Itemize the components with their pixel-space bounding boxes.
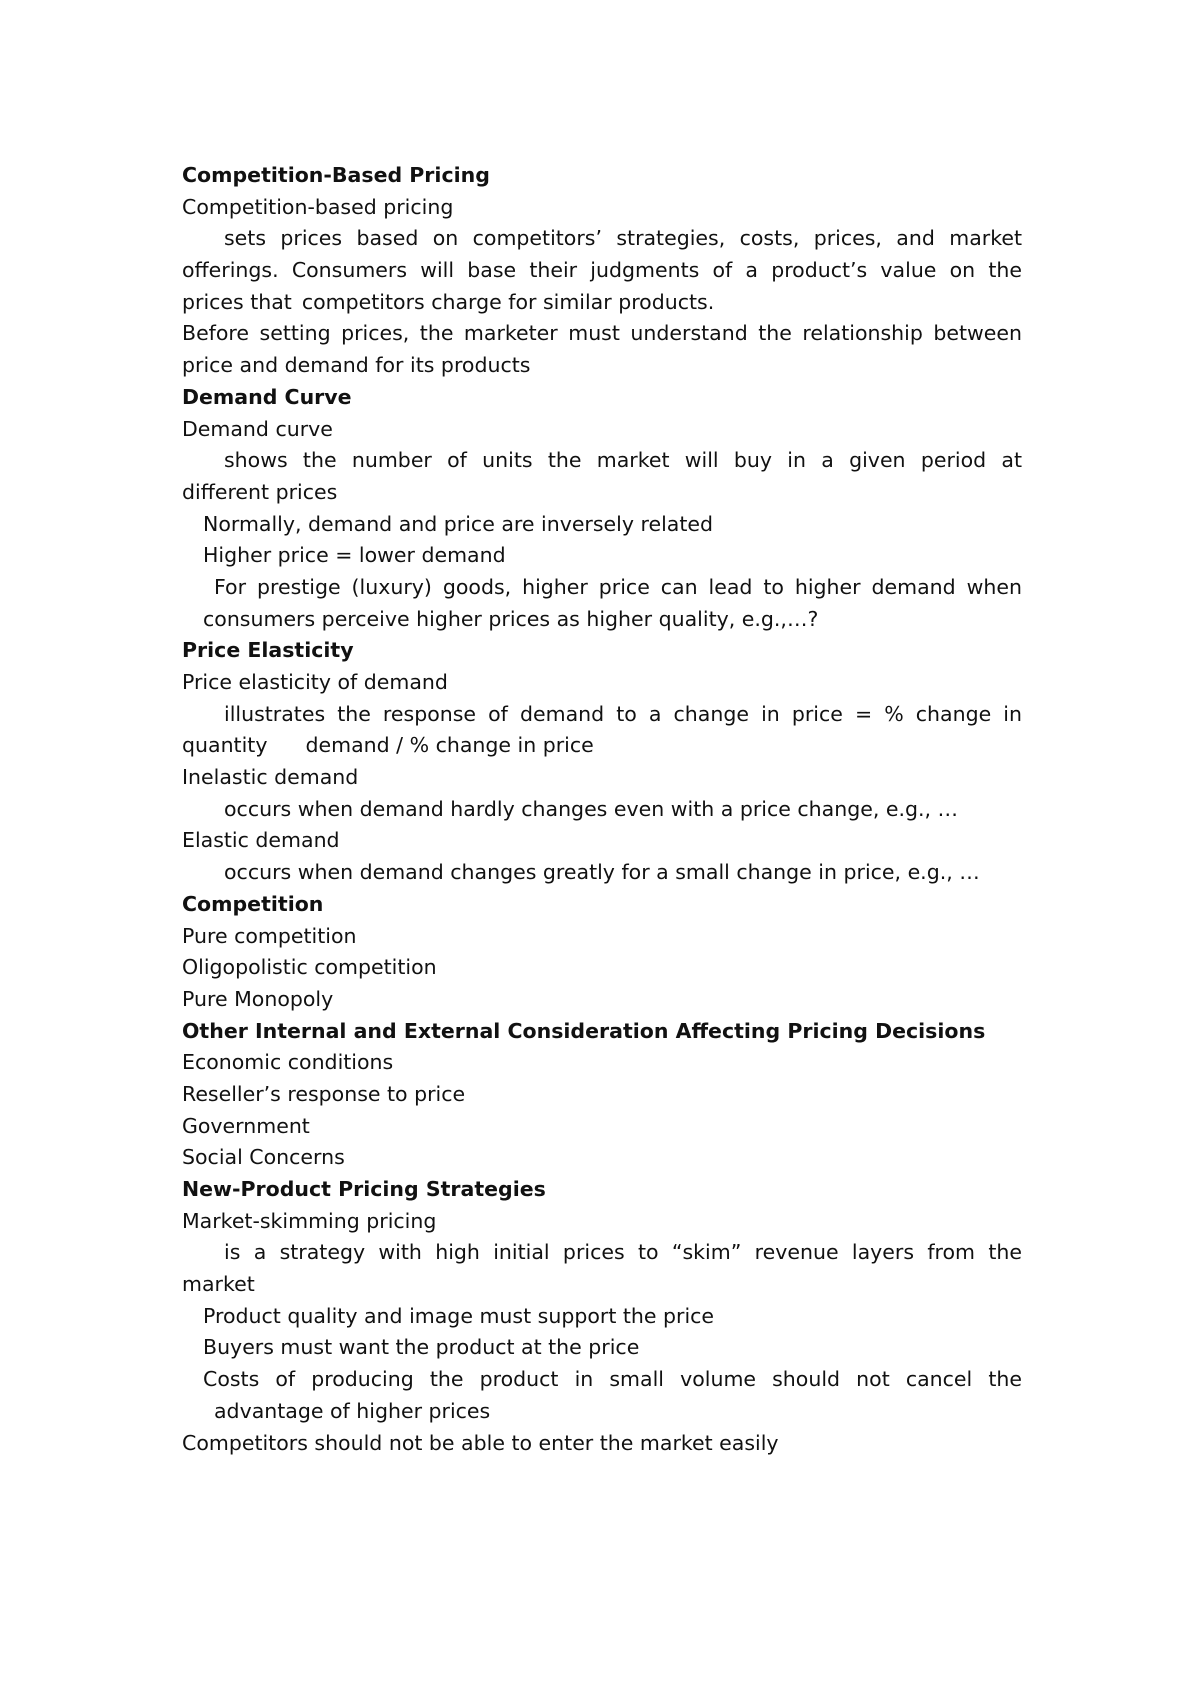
- definition-line: is a strategy with high initial prices to “skim” revenue layers from the: [224, 1240, 1022, 1265]
- definition-fragment: prices that: [182, 289, 292, 314]
- list-item: Government: [182, 1113, 310, 1138]
- definition-fragment: Consumers will base their judgments of a product’s value on the: [291, 258, 1022, 283]
- list-item: Oligopolistic competition: [182, 955, 437, 980]
- definition-line: shows the number of units the market will buy in a given period at: [224, 448, 1022, 473]
- bullet-point-continuation: consumers perceive higher prices as higher quality, e.g.,…?: [203, 606, 819, 631]
- bullet-point: Normally, demand and price are inversely related: [203, 511, 714, 536]
- term-competition-based-pricing: Competition-based pricing: [182, 194, 454, 219]
- bullet-point: Product quality and image must support the price: [203, 1303, 715, 1328]
- definition-fragment: demand / % change in price: [305, 733, 594, 758]
- heading-competition: Competition: [182, 891, 324, 916]
- document-body: [182, 160, 1022, 1459]
- heading-demand-curve: Demand Curve: [182, 384, 352, 409]
- list-item: Pure Monopoly: [182, 986, 334, 1011]
- note-line: Before setting prices, the marketer must understand the relationship between: [182, 321, 1022, 346]
- list-item: Social Concerns: [182, 1145, 345, 1170]
- definition-line: sets prices based on competitors’ strategies, costs, prices, and market: [224, 226, 1022, 251]
- definition-line: [182, 287, 1022, 319]
- list-item: Economic conditions: [182, 1050, 394, 1075]
- bullet-point: Competitors should not be able to enter the market easily: [182, 1430, 779, 1455]
- heading-price-elasticity: Price Elasticity: [182, 638, 354, 663]
- bullet-point: Higher price = lower demand: [203, 543, 506, 568]
- definition-line: market: [182, 1272, 255, 1297]
- bullet-point: Buyers must want the product at the price: [203, 1335, 640, 1360]
- bullet-point-continuation: advantage of higher prices: [214, 1398, 491, 1423]
- heading-other-considerations: Other Internal and External Consideration Affecting Pricing Decisions: [182, 1018, 986, 1043]
- note-line: price and demand for its products: [182, 353, 531, 378]
- definition-line: occurs when demand changes greatly for a small change in price, e.g., …: [224, 860, 980, 885]
- term-inelastic-demand: Inelastic demand: [182, 765, 359, 790]
- definition-line: illustrates the response of demand to a change in price = % change in: [224, 701, 1022, 726]
- definition-line: occurs when demand hardly changes even with a price change, e.g., …: [224, 796, 959, 821]
- heading-new-product-pricing: New-Product Pricing Strategies: [182, 1177, 546, 1201]
- definition-fragment: competitors charge for similar products.: [301, 289, 715, 314]
- term-market-skimming: Market-skimming pricing: [182, 1208, 437, 1233]
- heading-competition-based-pricing: Competition-Based Pricing: [182, 163, 490, 187]
- definition-line: [182, 730, 1022, 762]
- bullet-point: Costs of producing the product in small volume should not cancel the: [203, 1367, 1022, 1392]
- term-price-elasticity: Price elasticity of demand: [182, 670, 448, 694]
- list-item: Pure competition: [182, 923, 357, 948]
- list-item: Reseller’s response to price: [182, 1081, 466, 1106]
- term-elastic-demand: Elastic demand: [182, 828, 340, 853]
- definition-line: [182, 255, 1022, 287]
- definition-line: different prices: [182, 479, 338, 504]
- definition-fragment: quantity: [182, 733, 268, 758]
- bullet-point: For prestige (luxury) goods, higher price can lead to higher demand when: [214, 574, 1022, 599]
- definition-fragment: offerings.: [182, 258, 279, 283]
- term-demand-curve: Demand curve: [182, 416, 333, 441]
